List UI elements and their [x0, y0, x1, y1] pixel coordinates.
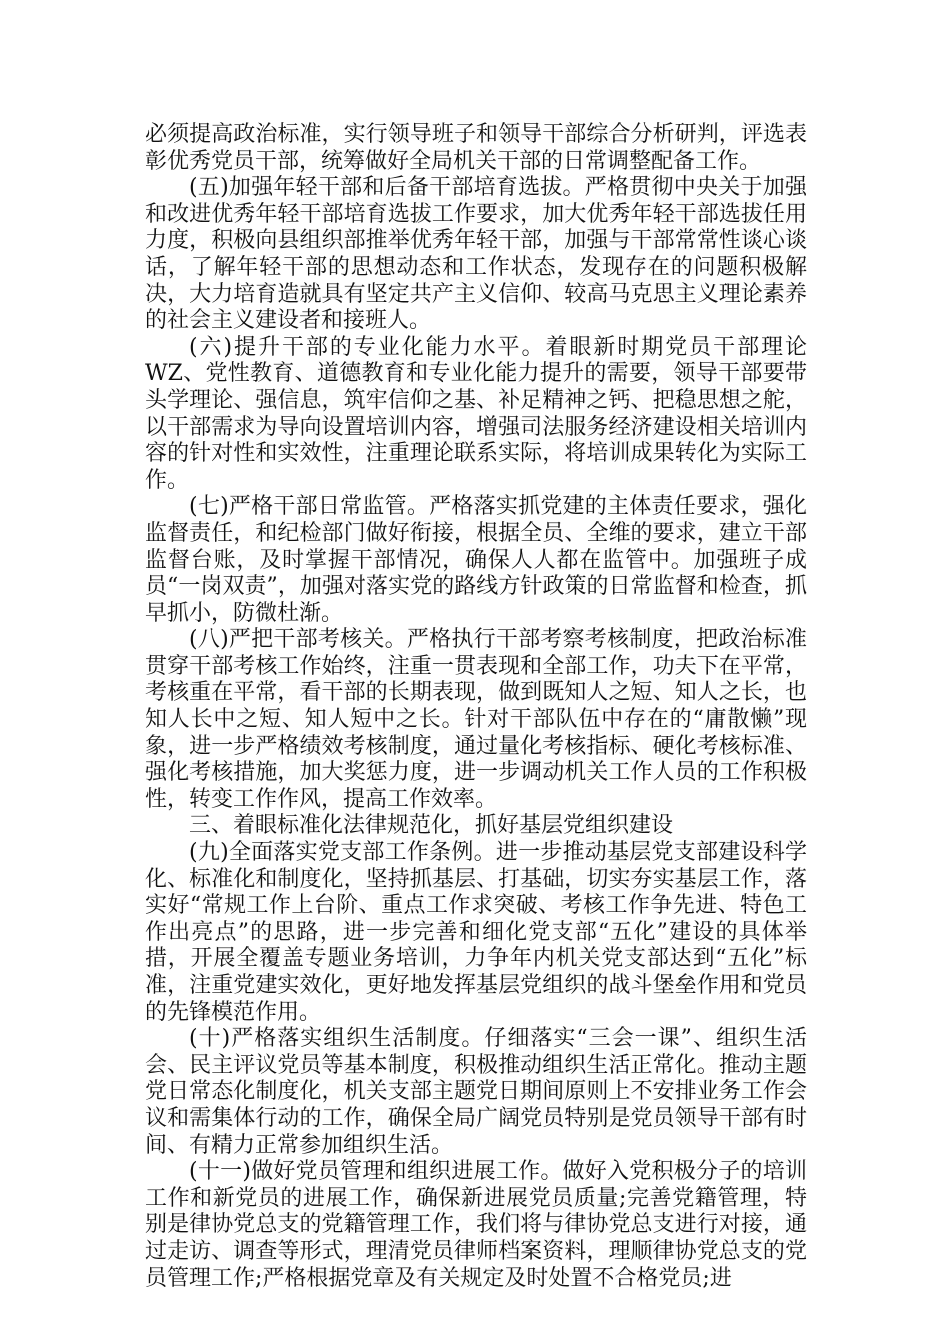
paragraph-1: 必须提高政治标准，实行领导班子和领导干部综合分析研判，评选表彰优秀党员干部，统筹做好全局机关干部的日常调整配备工作。 — [145, 122, 807, 174]
paragraph-5: (八)严把干部考核关。严格执行干部考察考核制度，把政治标准贯穿干部考核工作始终，注重一贯表现和全部工作，功夫下在平常，考核重在平常，看干部的长期表现，做到既知人之短、知人之长，也知人长中之短、知人短中之长。针对干部队伍中存在的“庸散懒”现象，进一步严格绩效考核制度，通过量化考核指标、硬化考核标准、强化考核措施，加大奖惩力度，进一步调动机关工作人员的工作积极性，转变工作作风，提高工作效率。 — [145, 627, 807, 812]
document-body — [145, 122, 807, 1292]
section-heading: 三、着眼标准化法律规范化，抓好基层党组织建设 — [189, 813, 674, 839]
paragraph-8: (十)严格落实组织生活制度。仔细落实“三会一课”、组织生活会、民主评议党员等基本制度，积极推动组织生活正常化。推动主题党日常态化制度化，机关支部主题党日期间原则上不安排业务工作会议和需集体行动的工作，确保全局广阔党员特别是党员领导干部有时间、有精力正常参加组织生活。 — [145, 1026, 807, 1158]
paragraph-7: (九)全面落实党支部工作条例。进一步推动基层党支部建设科学化、标准化和制度化，坚持抓基层、打基础，切实夯实基层工作，落实好“常规工作上台阶、重点工作求突破、考核工作争先进、特色工作出亮点”的思路，进一步完善和细化党支部“五化”建设的具体举措，开展全覆盖专题业务培训，力争年内机关党支部达到“五化”标准，注重党建实效化，更好地发挥基层党组织的战斗堡垒作用和党员的先锋模范作用。 — [145, 840, 807, 1025]
paragraph-2: (五)加强年轻干部和后备干部培育选拔。严格贯彻中央关于加强和改进优秀年轻干部培育选拔工作要求，加大优秀年轻干部选拔任用力度，积极向县组织部推举优秀年轻干部，加强与干部常常性谈心谈话，了解年轻干部的思想动态和工作状态，发现存在的问题积极解决，大力培育造就具有坚定共产主义信仰、较高马克思主义理论素养的社会主义建设者和接班人。 — [145, 175, 807, 334]
paragraph-4: (七)严格干部日常监管。严格落实抓党建的主体责任要求，强化监督责任，和纪检部门做好衔接，根据全员、全维的要求，建立干部监督台账，及时掌握干部情况，确保人人都在监管中。加强班子成员“一岗双责”，加强对落实党的路线方针政策的日常监督和检查，抓早抓小，防微杜渐。 — [145, 494, 807, 626]
paragraph-3: (六)提升干部的专业化能力水平。着眼新时期党员干部理论WZ、党性教育、道德教育和专业化能力提升的需要，领导干部要带头学理论、强信息，筑牢信仰之基、补足精神之钙、把稳思想之舵，以干部需求为导向设置培训内容，增强司法服务经济建设相关培训内容的针对性和实效性，注重理论联系实际，将培训成果转化为实际工作。 — [145, 334, 807, 493]
paragraph-9: (十一)做好党员管理和组织进展工作。做好入党积极分子的培训工作和新党员的进展工作，确保新进展党员质量;完善党籍管理，特别是律协党总支的党籍管理工作，我们将与律协党总支进行对接，通过走访、调查等形式，理清党员律师档案资料，理顺律协党总支的党员管理工作;严格根据党章及有关规定及时处置不合格党员;进 — [145, 1159, 807, 1291]
